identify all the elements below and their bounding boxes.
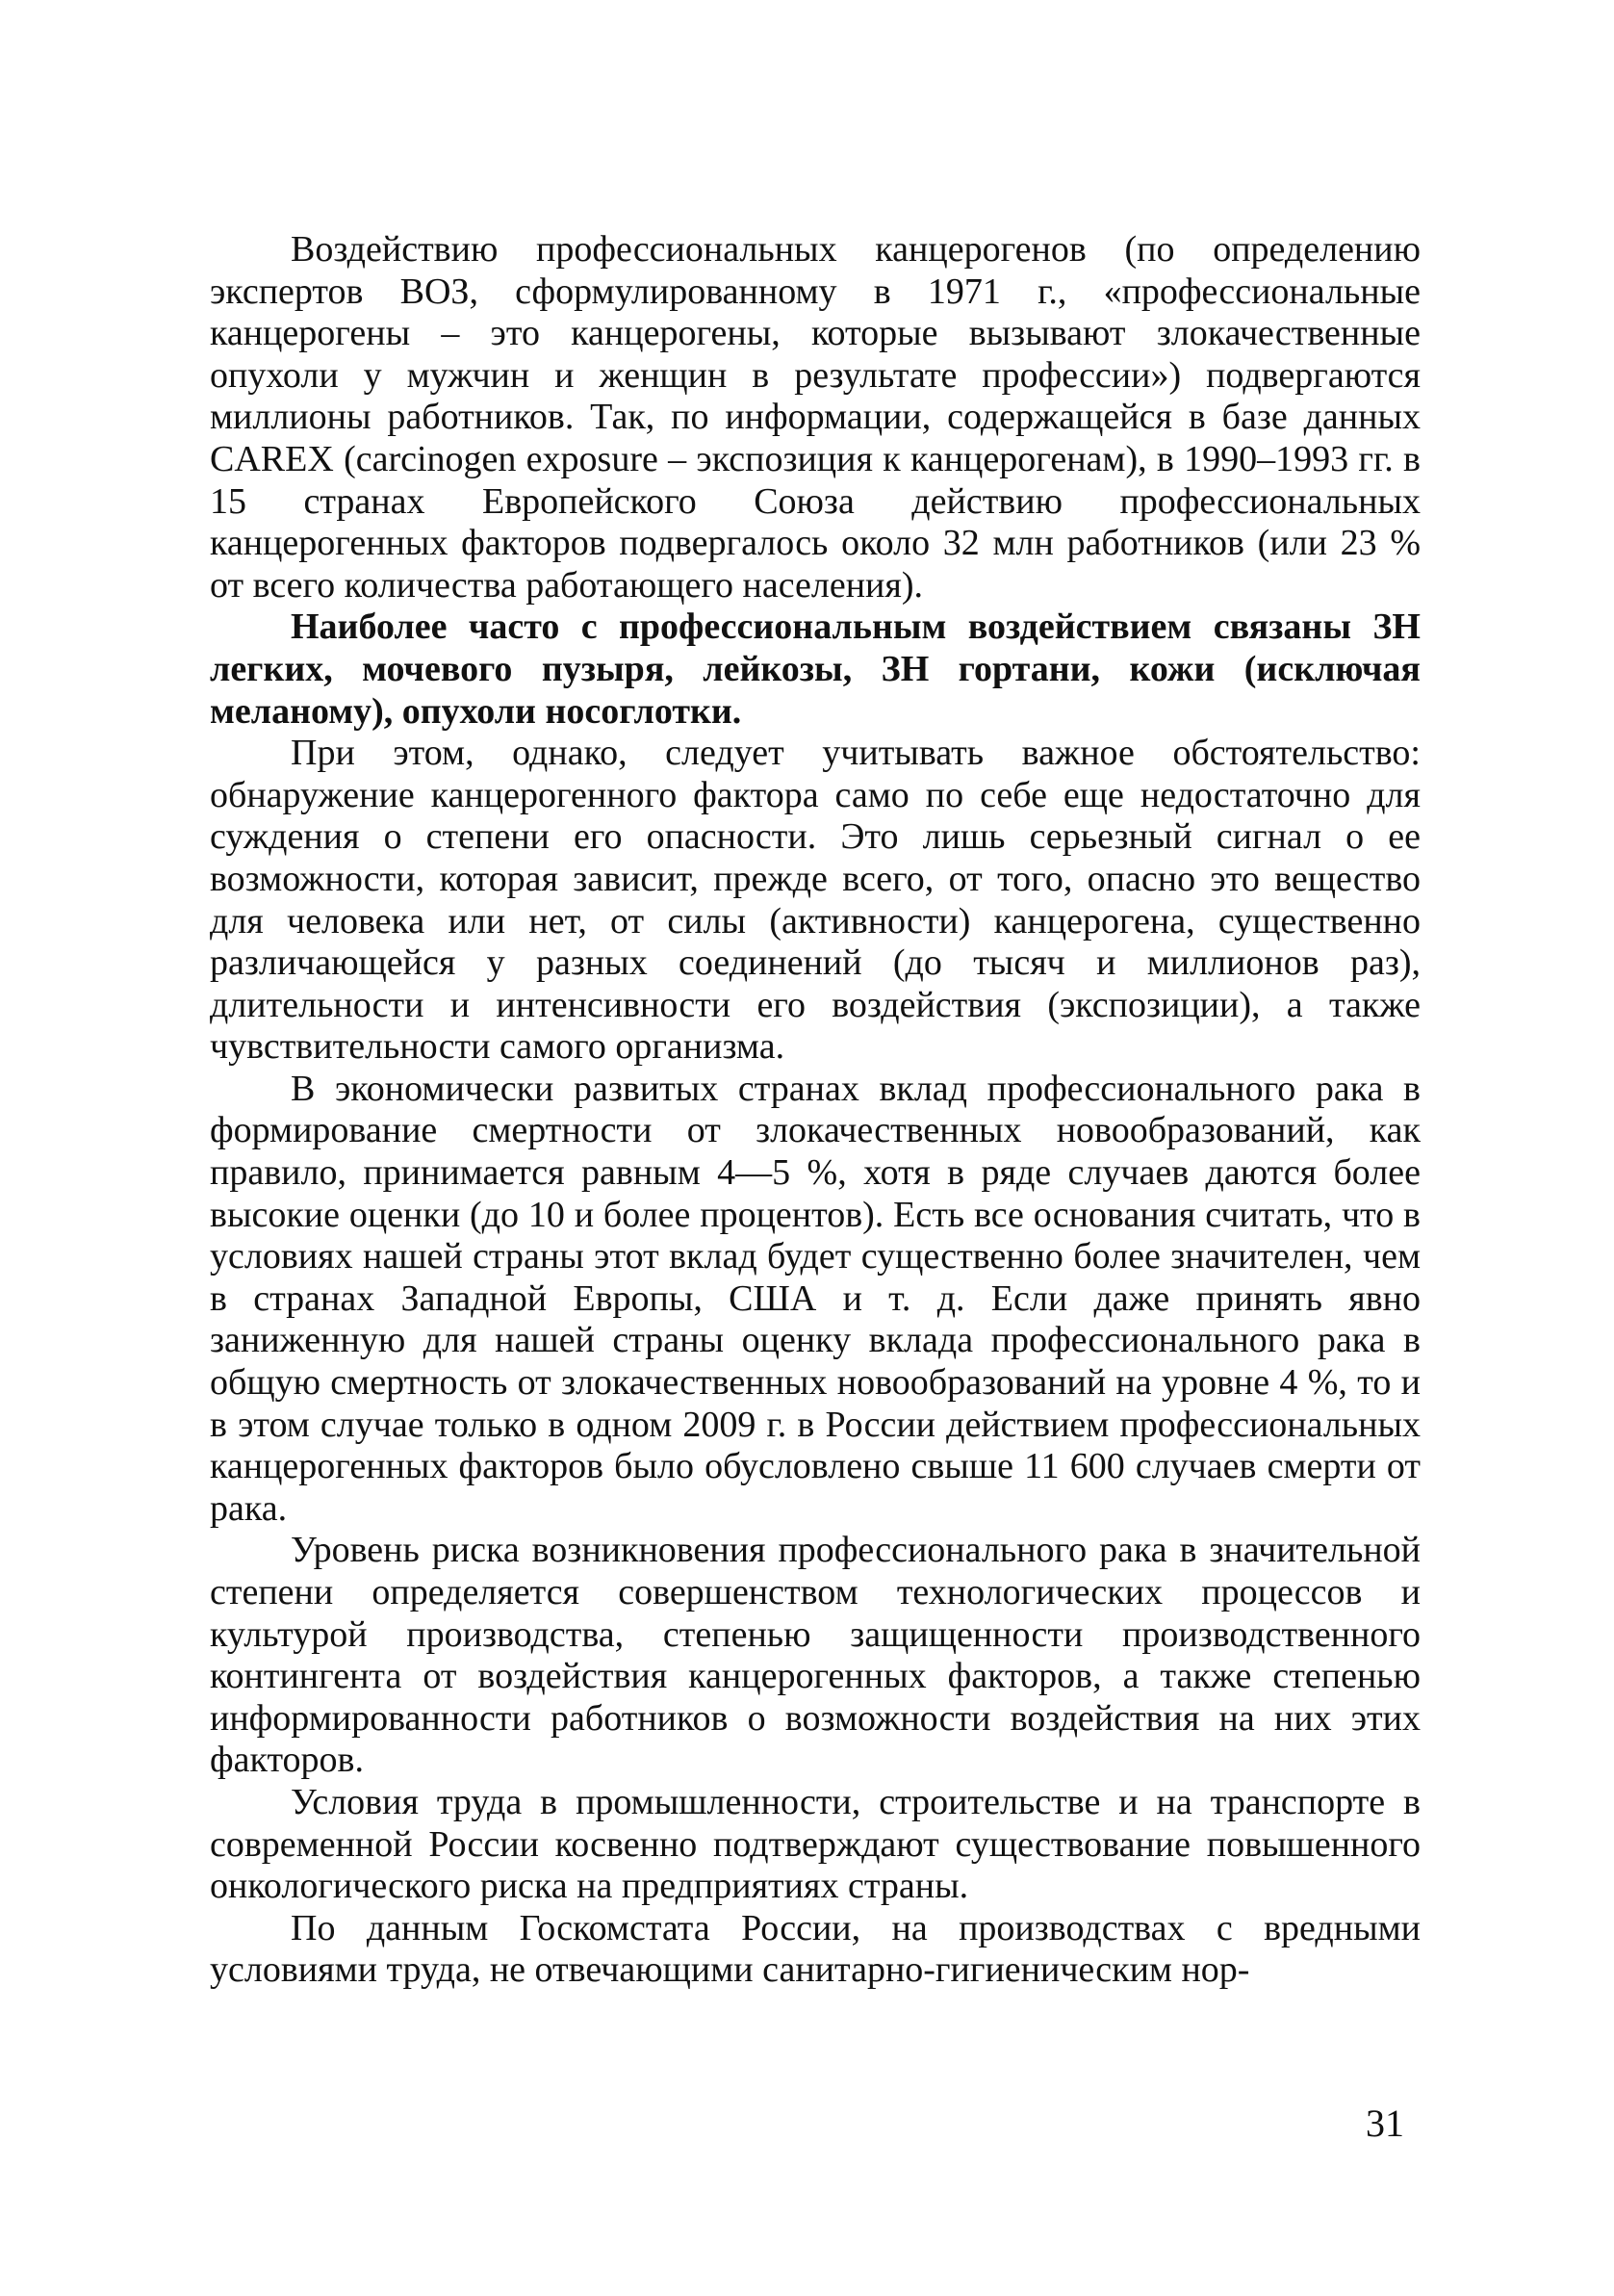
paragraph-hazard-assessment: При этом, однако, следует учитывать важное обстоятельство: обнаружение канцерогенного фактора само по себе еще недостаточно для суждения о степени его опасности. Это лишь серьезный сигнал о ее возможности, которая зависит, прежде всего, от того, опасно это вещество для человека или нет, от силы (активности) канцерогена, существенно различающейся у разных соединений (до тысяч и миллионов раз), длительности и интенсивности его воздействия (экспозиции), а также чувствительности самого организма. xyxy=(210,733,1421,1068)
paragraph-goskomstat: По данным Госкомстата России, на производствах с вредными условиями труда, не отвечающими санитарно-гигиеническим нор- xyxy=(210,1907,1421,1991)
body-text xyxy=(210,229,1421,1992)
paragraph-mortality-contribution: В экономически развитых странах вклад профессионального рака в формирование смертности от злокачественных новообразований, как правило, принимается равным 4—5 %, хотя в ряде случаев даются более высокие оценки (до 10 и более процентов). Есть все основания считать, что в условиях нашей страны этот вклад будет существенно более значителен, чем в странах Западной Европы, США и т. д. Если даже принять явно заниженную для нашей страны оценку вклада профессионального рака в общую смертность от злокачественных новообразований на уровне 4 %, то и в этом случае только в одном 2009 г. в России действием профессиональных канцерогенных факторов было обусловлено свыше 11 600 случаев смерти от рака. xyxy=(210,1068,1421,1529)
paragraph-risk-level: Уровень риска возникновения профессионального рака в значительной степени определяется совершенством технологических процессов и культурой производства, степенью защищенности производственного контингента от воздействия канцерогенных факторов, а также степенью информированности работников о возможности воздействия на них этих факторов. xyxy=(210,1530,1421,1781)
paragraph-common-tumors: Наиболее часто с профессиональным воздействием связаны ЗН легких, мочевого пузыря, лейкозы, ЗН гортани, кожи (исключая меланому), опухоли носоглотки. xyxy=(210,606,1421,732)
paragraph-working-conditions: Условия труда в промышленности, строительстве и на транспорте в современной России косвенно подтверждают существование повышенного онкологического риска на предприятиях страны. xyxy=(210,1781,1421,1907)
page-number: 31 xyxy=(1366,2102,1404,2145)
paragraph-carcinogen-exposure: Воздействию профессиональных канцерогенов (по определению экспертов ВОЗ, сформулированному в 1971 г., «профессиональные канцерогены – это канцерогены, которые вызывают злокачественные опухоли у мужчин и женщин в результате профессии») подвергаются миллионы работников. Так, по информации, содержащейся в базе данных CAREX (carcinogen exposure – экспозиция к канцерогенам), в 1990–1993 гг. в 15 странах Европейского Союза действию профессиональных канцерогенных факторов подвергалось около 32 млн работников (или 23 % от всего количества работающего населения). xyxy=(210,229,1421,606)
